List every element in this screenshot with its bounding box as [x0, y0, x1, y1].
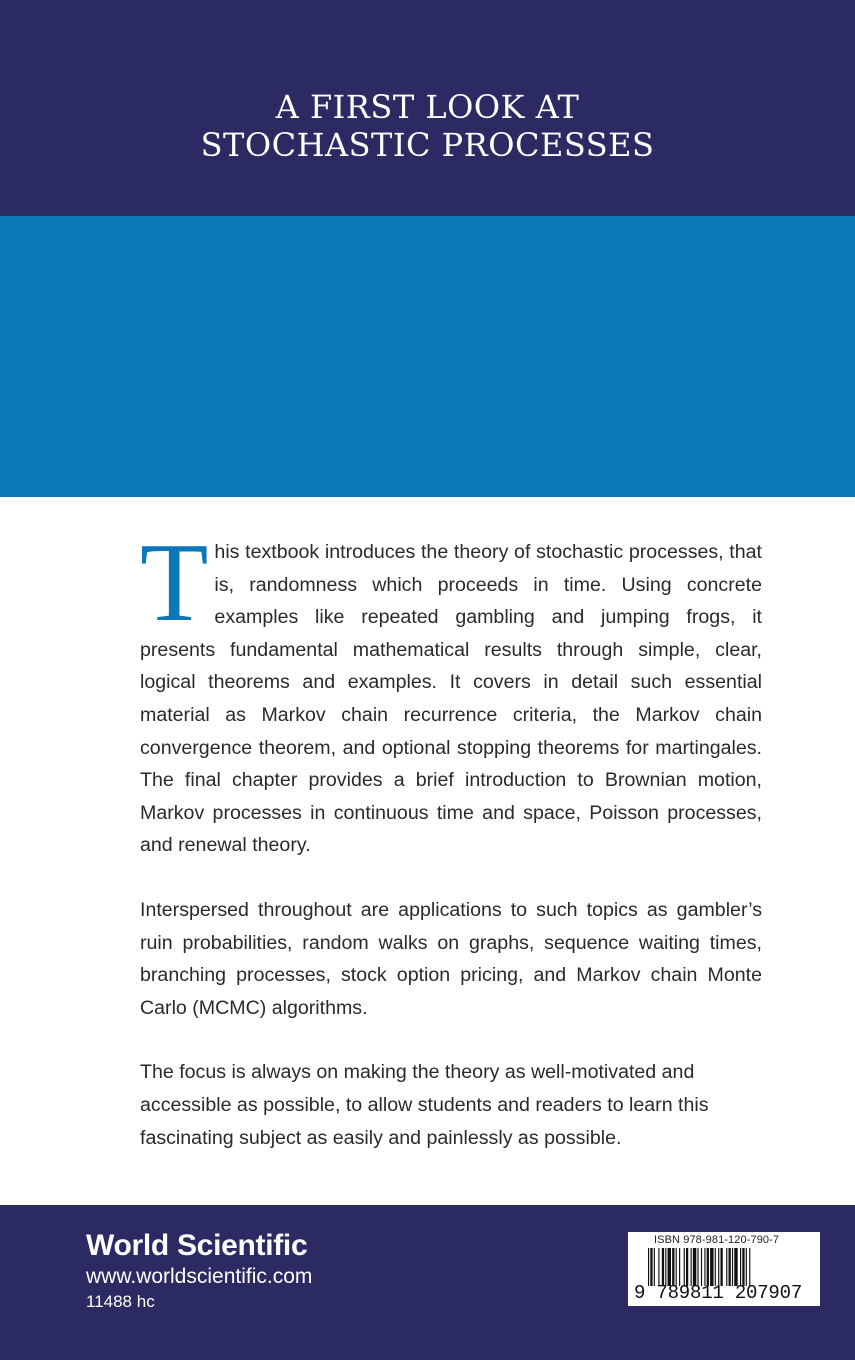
- barcode-bar: [691, 1248, 692, 1286]
- barcode-digits: 9 789811 207907: [634, 1282, 803, 1304]
- book-title-line-1: A FIRST LOOK AT: [275, 88, 580, 126]
- barcode-bar: [650, 1248, 652, 1286]
- book-title-line-2: STOCHASTIC PROCESSES: [200, 126, 655, 164]
- barcode-bar: [718, 1248, 719, 1286]
- barcode-bar: [672, 1248, 674, 1286]
- barcode-bar: [684, 1248, 685, 1286]
- book-title: [0, 88, 855, 164]
- barcode-bar: [742, 1248, 744, 1286]
- barcode-bar: [658, 1248, 659, 1286]
- publisher-info: [86, 1228, 312, 1314]
- barcode-bar: [726, 1248, 727, 1286]
- barcode-bar: [668, 1248, 671, 1286]
- description-paragraph-3: The focus is always on making the theory as well-motivated and accessible as possible, to allow students and readers to learn this fascinating subject as easily and painlessly as possible.: [140, 1061, 709, 1149]
- barcode-bar: [654, 1248, 655, 1286]
- barcode-bar: [710, 1248, 713, 1286]
- barcode-bar: [679, 1248, 680, 1286]
- barcode-bar: [662, 1248, 664, 1286]
- publisher-url: www.worldscientific.com: [86, 1265, 313, 1288]
- isbn-barcode: [628, 1232, 820, 1306]
- barcode-bar: [746, 1248, 747, 1286]
- product-code: 11488 hc: [86, 1292, 155, 1311]
- barcode-bar: [707, 1248, 709, 1286]
- barcode-bar: [704, 1248, 705, 1286]
- description-paragraph-1-text: his textbook introduces the theory of stochastic processes, that is, randomness which proceeds in time. Using concrete examples like repeated gambling and jumping frogs, it presents fundamental mathematical results through simple, clear, logical theorems and examples. It covers in detail such essential material as Markov chain recurrence criteria, the Markov chain convergence theorem, and optional stopping theorems for martingales. The final chapter provides a brief introduction to Brownian motion, Markov processes in continuous time and space, Poisson processes, and renewal theory.: [140, 541, 762, 857]
- barcode-bar: [732, 1248, 733, 1286]
- barcode-bar: [648, 1248, 649, 1286]
- barcode-bar: [701, 1248, 702, 1286]
- barcode-bar: [665, 1248, 666, 1286]
- barcode-bar: [740, 1248, 741, 1286]
- barcode-bar: [729, 1248, 731, 1286]
- barcode-bar: [720, 1248, 722, 1286]
- barcode-icon: [648, 1248, 814, 1286]
- description-paragraph-2: Interspersed throughout are applications to such topics as gambler’s ruin probabilities, random walks on graphs, sequence waiting times, branching processes, stock option pricing, and Markov chain Monte Carlo (MCMC) algorithms.: [140, 898, 762, 1019]
- top-title-band: [0, 0, 855, 216]
- description-paragraph-1: [140, 521, 762, 862]
- publisher-name: World Scientific: [86, 1229, 308, 1262]
- barcode-bar: [749, 1248, 750, 1286]
- drop-cap: T: [140, 521, 209, 645]
- barcode-bar: [693, 1248, 696, 1286]
- blue-color-band: [0, 216, 855, 497]
- back-cover-description: [140, 521, 762, 1154]
- barcode-bar: [676, 1248, 677, 1286]
- barcode-bar: [697, 1248, 698, 1286]
- barcode-bar: [734, 1248, 737, 1286]
- barcode-bar: [686, 1248, 688, 1286]
- barcode-bar: [715, 1248, 716, 1286]
- isbn-number: ISBN 978-981-120-790-7: [654, 1234, 780, 1246]
